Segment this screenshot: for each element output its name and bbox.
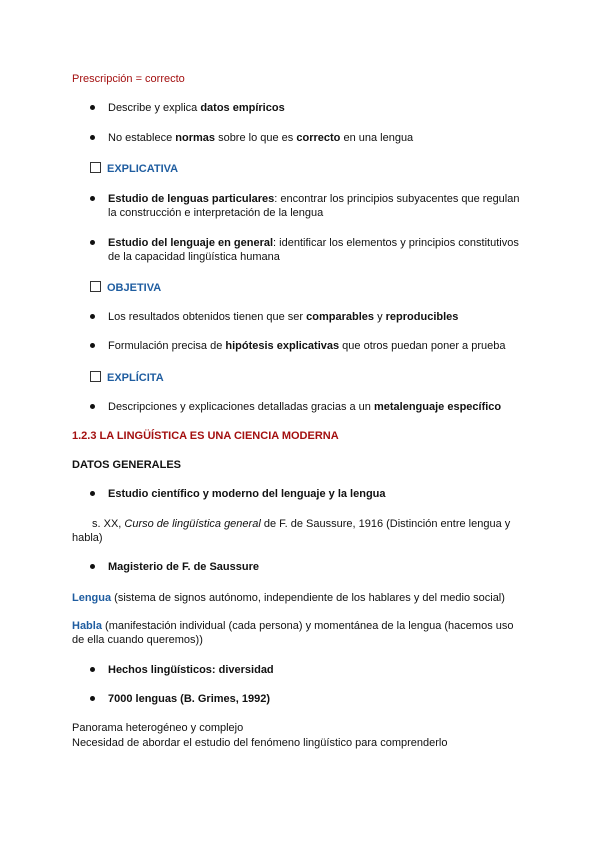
text: No establece [108,132,176,144]
necesidad-line: Necesidad de abordar el estudio del fenómeno lingüístico para comprenderlo [72,737,448,749]
bullet-estudio-cientifico: Estudio científico y moderno del lenguaje y la lengua [108,488,386,500]
text: : encontrar los principios subyacentes que regulan [274,193,520,205]
bold-text: metalenguaje específico [373,401,502,413]
bold-text: Estudio de lenguas particulares [108,193,275,205]
bullet-continuation: la construcción e interpretación de la lengua [108,207,324,219]
checkbox-icon [90,281,101,292]
bullet-7000-lenguas: 7000 lenguas (B. Grimes, 1992) [108,693,271,705]
text: s. XX, [92,518,125,530]
text: que otros puedan poner a prueba [339,340,506,352]
bullet-dot [90,105,95,110]
bullet-dot [90,196,95,201]
bold-text: hipótesis explicativas [225,340,340,352]
heading-objetiva [90,281,161,295]
heading-label: EXPLICATIVA [107,163,179,175]
bold-text: correcto [296,132,341,144]
text: y [374,311,386,323]
bullet-dot [90,135,95,140]
bullet-formulacion [108,339,505,353]
habla-continuation: de ella cuando queremos)) [72,634,203,646]
bullet-dot [90,343,95,348]
bullet-dot [90,314,95,319]
bullet-lenguas-particulares [108,192,519,206]
text: Describe y explica [108,102,201,114]
bullet-magisterio: Magisterio de F. de Saussure [108,561,259,573]
text: en una lengua [340,132,414,144]
bold-text: datos empíricos [200,102,285,114]
term: Habla [72,620,102,632]
lengua-definition [72,591,505,605]
text: Los resultados obtenidos tienen que ser [108,311,307,323]
section-title: 1.2.3 LA LINGÜÍSTICA ES UNA CIENCIA MODERNA [72,430,339,442]
bullet-no-establece [108,131,413,145]
bullet-continuation: de la capacidad lingüística humana [108,251,280,263]
text: : identificar los elementos y principios constitutivos [273,237,519,249]
bullet-lenguaje-general [108,236,519,250]
saussure-line [92,517,510,531]
bold-text: reproducibles [385,311,459,323]
text: Formulación precisa de [108,340,226,352]
panorama-line: Panorama heterogéneo y complejo [72,722,244,734]
heading-explicativa [90,162,178,176]
heading-label: OBJETIVA [107,282,162,294]
bullet-dot [90,564,95,569]
bullet-describe [108,101,285,115]
text: (sistema de signos autónomo, independiente de los hablares y del medio social) [111,592,505,604]
bullet-dot [90,491,95,496]
datos-generales-heading: DATOS GENERALES [72,459,181,471]
bullet-dot [90,696,95,701]
bullet-dot [90,667,95,672]
text: Descripciones y explicaciones detalladas gracias a un [108,401,374,413]
checkbox-icon [90,162,101,173]
text: de F. de Saussure, 1916 (Distinción entre lengua y [260,518,511,530]
italic-text: Curso de lingüística general [124,518,261,530]
text: sobre lo que es [215,132,297,144]
heading-label: EXPLÍCITA [107,372,164,384]
text: (manifestación individual (cada persona) y momentánea de la lengua (hacemos uso [101,620,514,632]
bullet-hechos: Hechos lingüísticos: diversidad [108,664,274,676]
bold-text: comparables [306,311,375,323]
prescripcion-line: Prescripción = correcto [72,73,185,85]
bullet-descripciones [108,400,501,414]
term: Lengua [72,592,112,604]
heading-explicita [90,371,164,385]
saussure-line-continuation: habla) [72,532,103,544]
bold-text: Estudio del lenguaje en general [108,237,274,249]
checkbox-icon [90,371,101,382]
bullet-dot [90,404,95,409]
bullet-dot [90,240,95,245]
bullet-resultados [108,310,458,324]
bold-text: normas [175,132,216,144]
habla-definition [72,619,513,633]
